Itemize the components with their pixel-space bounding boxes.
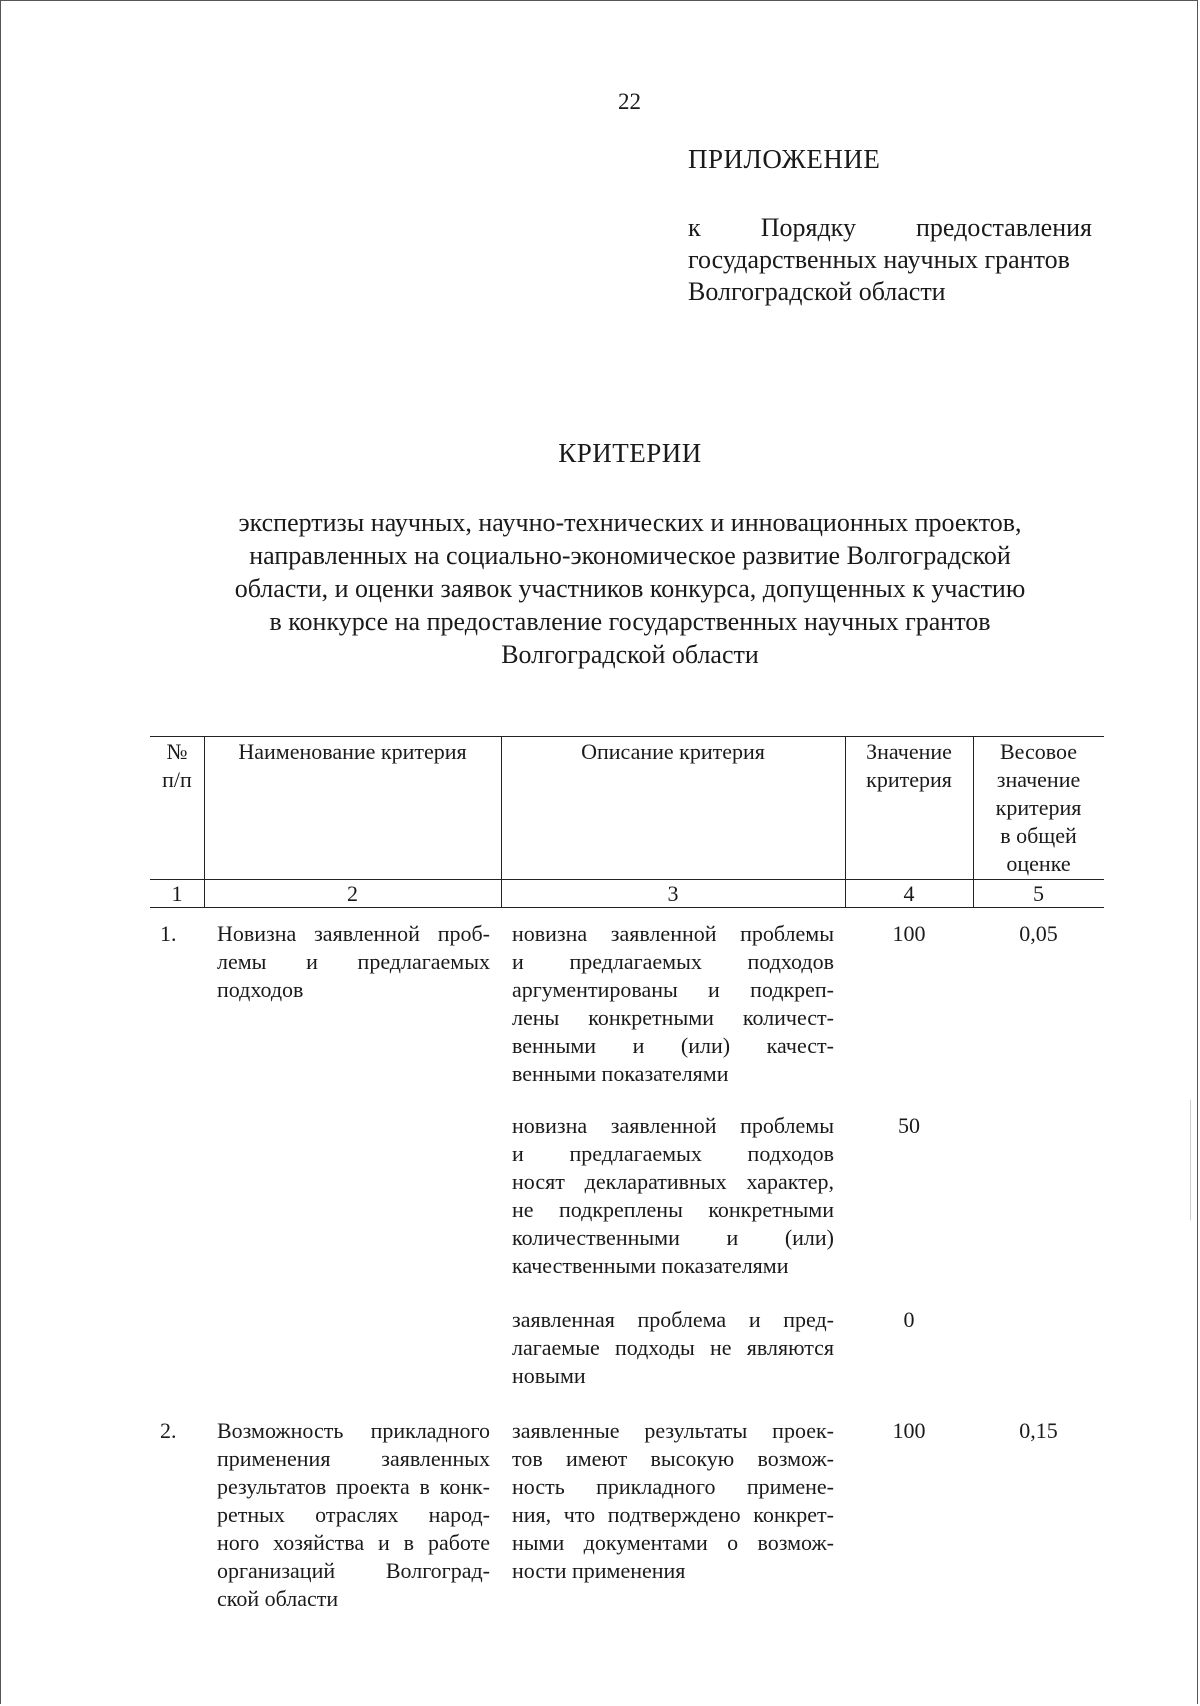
- column-number: 4: [903, 881, 915, 906]
- text-line: Новизна заявленной проб-: [217, 921, 490, 946]
- criterion-value: 50: [898, 1113, 920, 1138]
- text-line: ность прикладного примене-: [512, 1474, 834, 1499]
- appendix-ref-line: Волгоградской области: [688, 277, 946, 306]
- column-numbers-bottom-border: [150, 907, 1104, 908]
- text-line: результатов проекта в конк-: [217, 1474, 490, 1499]
- text-line: лены конкретными количест-: [512, 1005, 834, 1030]
- criteria-title: КРИТЕРИИ: [558, 438, 702, 468]
- header-value: [845, 738, 973, 794]
- text-line: и предлагаемых подходов: [512, 1141, 834, 1166]
- text-line: качественными показателями: [512, 1253, 789, 1278]
- text-line: новизна заявленной проблемы: [512, 921, 834, 946]
- header-text: Наименование критерия: [238, 739, 467, 764]
- text-line: заявленные результаты проек-: [512, 1418, 834, 1443]
- header-text: критерия: [866, 767, 952, 792]
- criterion-value: 100: [892, 1418, 926, 1443]
- criterion-value: 0: [903, 1307, 915, 1332]
- text-line: лемы и предлагаемых: [217, 949, 490, 974]
- text-line: заявленная проблема и пред-: [512, 1307, 834, 1332]
- header-text: Весовое: [999, 739, 1078, 764]
- text-line: ности применения: [512, 1558, 686, 1583]
- page-number: 22: [618, 89, 641, 114]
- subtitle-line: Волгоградской области: [501, 640, 759, 669]
- column-number: 1: [171, 881, 183, 906]
- header-text: Значение: [866, 739, 952, 764]
- criterion-weight: 0,05: [1019, 921, 1058, 946]
- criteria-subtitle: [150, 506, 1110, 671]
- scan-artifact: [1190, 1100, 1191, 1220]
- row-number: 1.: [160, 921, 177, 946]
- text-line: организаций Волгоград-: [217, 1558, 490, 1583]
- subtitle-line: в конкурсе на предоставление государственных научных грантов: [269, 607, 991, 636]
- text-line: не подкреплены конкретными: [512, 1197, 834, 1222]
- text-line: новыми: [512, 1363, 586, 1388]
- text-line: ской области: [217, 1586, 339, 1611]
- text-line: ными документами о возмож-: [512, 1530, 834, 1555]
- text-line: подходов: [217, 977, 304, 1002]
- column-number: 2: [347, 881, 358, 906]
- header-description: [501, 738, 845, 766]
- text-line: применения заявленных: [217, 1446, 490, 1471]
- appendix-ref-line: государственных научных грантов: [688, 245, 1070, 274]
- text-line: ного хозяйства и в работе: [217, 1530, 490, 1555]
- text-line: венными показателями: [512, 1061, 729, 1086]
- criterion-value: 100: [892, 921, 926, 946]
- row-number: 2.: [160, 1418, 177, 1443]
- header-weight: [973, 738, 1104, 878]
- criterion-description: [512, 1112, 834, 1280]
- subtitle-line: направленных на социально-экономическое развитие Волгоградской: [249, 541, 1011, 570]
- text-line: аргументированы и подкреп-: [512, 977, 834, 1002]
- criterion-description: [512, 1306, 834, 1390]
- appendix-ref-line: к Порядку предоставления: [688, 213, 1092, 242]
- criterion-name: [217, 920, 490, 1004]
- header-text: значение: [996, 767, 1081, 792]
- subtitle-line: области, и оценки заявок участников конкурса, допущенных к участию: [234, 574, 1026, 603]
- header-text: п/п: [162, 767, 192, 792]
- header-name: [204, 738, 501, 766]
- column-number: 5: [1033, 881, 1044, 906]
- text-line: венными и (или) качест-: [512, 1033, 834, 1058]
- text-line: лагаемые подходы не являются: [512, 1335, 834, 1360]
- header-text: в общей: [1000, 823, 1077, 848]
- text-line: Возможность прикладного: [217, 1418, 490, 1443]
- text-line: количественными и (или): [512, 1225, 834, 1250]
- criterion-description: [512, 920, 834, 1088]
- column-number: 3: [667, 881, 679, 906]
- criterion-name: [217, 1417, 490, 1613]
- header-no: [150, 738, 204, 794]
- criterion-description: [512, 1417, 834, 1585]
- text-line: ретных отраслях народ-: [217, 1502, 490, 1527]
- header-text: Описание критерия: [581, 739, 765, 764]
- text-line: носят декларативных характер,: [512, 1169, 834, 1194]
- subtitle-line: экспертизы научных, научно-технических и инновационных проектов,: [238, 508, 1022, 537]
- appendix-title: ПРИЛОЖЕНИЕ: [688, 144, 881, 174]
- text-line: ния, что подтверждено конкрет-: [512, 1502, 834, 1527]
- text-line: и предлагаемых подходов: [512, 949, 834, 974]
- header-text: оценке: [1006, 851, 1071, 876]
- header-text: критерия: [995, 795, 1082, 820]
- appendix-reference: [688, 212, 1092, 308]
- text-line: тов имеют высокую возмож-: [512, 1446, 834, 1471]
- table-top-border: [150, 736, 1104, 737]
- text-line: новизна заявленной проблемы: [512, 1113, 834, 1138]
- header-text: №: [166, 739, 188, 764]
- criterion-weight: 0,15: [1019, 1418, 1058, 1443]
